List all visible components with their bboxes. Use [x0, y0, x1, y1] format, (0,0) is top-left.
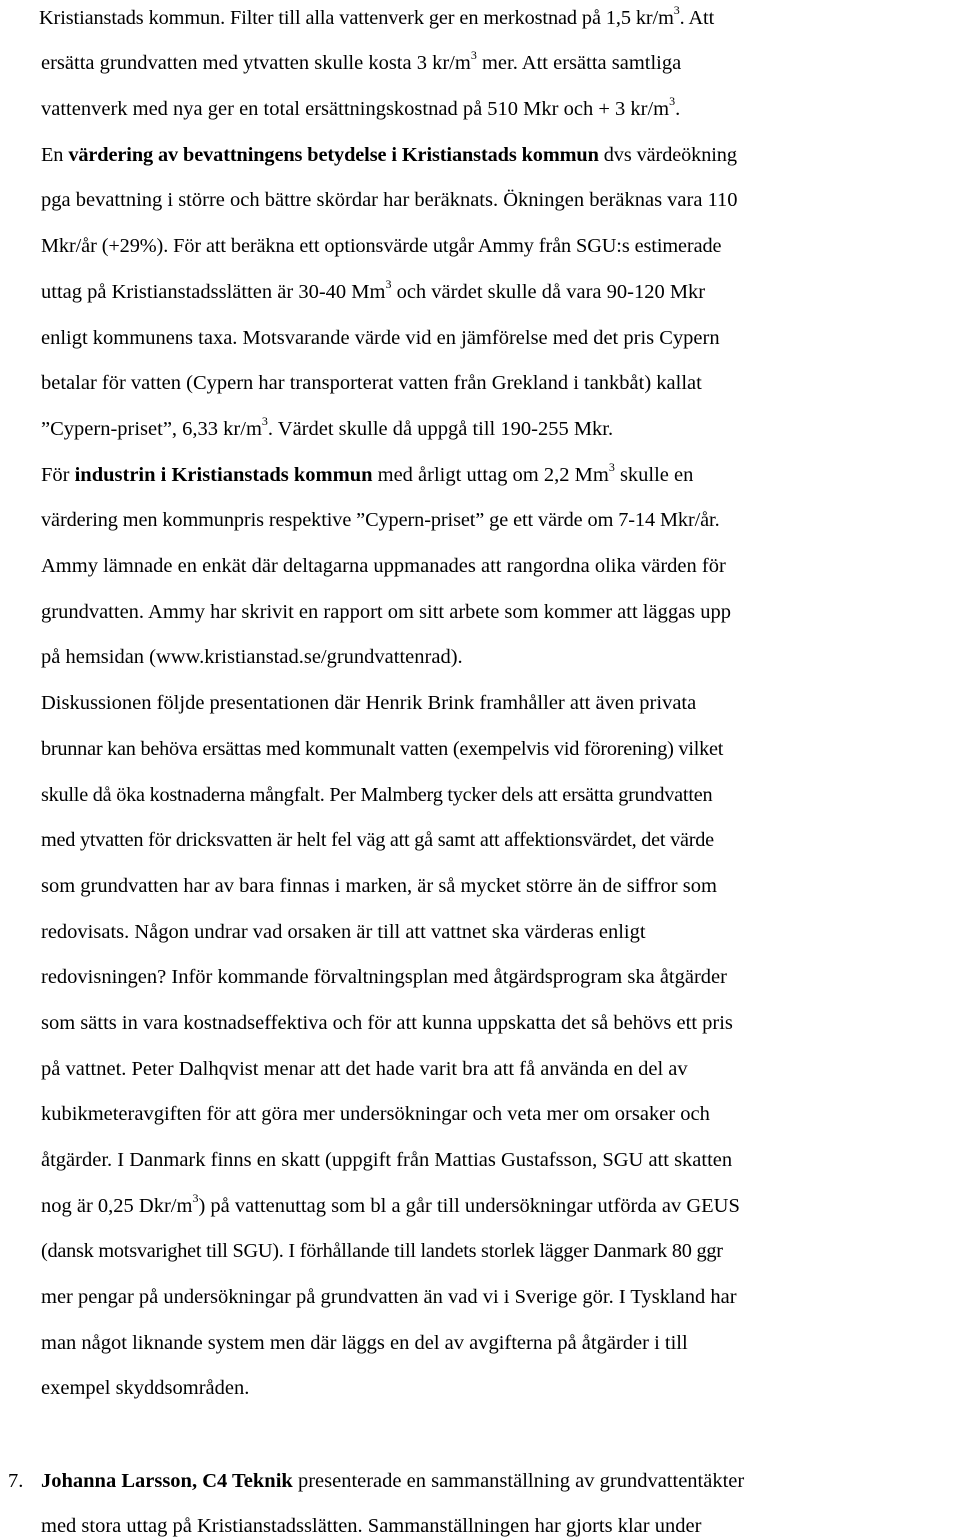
text-line: För industrin i Kristianstads kommun med årligt uttag om 2,2 Mm$^3$ skulle en [41, 460, 694, 486]
text-line: mer pengar på undersökningar på grundvatten än vad vi i Sverige gör. I Tyskland har [41, 1286, 737, 1308]
text-line: grundvatten. Ammy har skrivit en rapport om sitt arbete som kommer att läggas upp [41, 601, 732, 623]
text-line: pga bevattning i större och bättre skördar har beräknats. Ökningen beräknas vara 110 [41, 189, 738, 211]
text-line: En värdering av bevattningens betydelse i Kristianstads kommun dvs värdeökning [41, 144, 737, 166]
presenter-name: Johanna Larsson, C4 Teknik [41, 1470, 293, 1492]
text-line: ersätta grundvatten med ytvatten skulle kosta 3 $kr/m^3$ mer. Att ersätta samtliga [41, 48, 682, 74]
text-line: uttag på Kristianstadsslätten är 30-40 Mm$^3$ och värdet skulle då vara 90-120 Mkr [41, 277, 706, 303]
text-line: vattenverk med nya ger en total ersättningskostnad på 510 Mkr och + 3 $kr/m^3$. [41, 94, 681, 120]
text-line: som grundvatten har av bara finnas i marken, är så mycket större än de siffror som [41, 875, 717, 897]
text-line: Ammy lämnade en enkät där deltagarna uppmanades att rangordna olika värden för [41, 555, 726, 577]
text-line: man något liknande system men där läggs en del av avgifterna på åtgärder i till [41, 1332, 688, 1354]
list-item-number: 7. [8, 1470, 24, 1492]
text-line: ”Cypern-priset”, 6,33 $kr/m^3$. Värdet skulle då uppgå till 190-255 Mkr. [41, 414, 614, 440]
text-line: redovisningen? Inför kommande förvaltningsplan med åtgärdsprogram ska åtgärder [41, 966, 727, 988]
text-line: Diskussionen följde presentationen där Henrik Brink framhåller att även privata [41, 692, 697, 714]
homepage-link-text: på hemsidan (www.kristianstad.se/grundvattenrad). [41, 646, 463, 668]
text-line: Johanna Larsson, C4 Teknik presenterade en sammanställning av grundvattentäkter [41, 1470, 745, 1492]
text-line: (dansk motsvarighet till SGU). I förhållande till landets storlek lägger Danmark 80 ggr [41, 1240, 723, 1262]
text-line: med stora uttag på Kristianstadsslätten. Sammanställningen har gjorts klar under [41, 1515, 702, 1537]
text-line: nog är 0,25 Dkr/$m^3$) på vattenuttag som bl a går till undersökningar utförda av GEUS [41, 1191, 740, 1217]
text-line: redovisats. Någon undrar vad orsaken är till att vattnet ska värderas enligt [41, 921, 646, 943]
text-line: åtgärder. I Danmark finns en skatt (uppgift från Mattias Gustafsson, SGU att skatten [41, 1149, 733, 1171]
text-line: kubikmeteravgiften för att göra mer undersökningar och veta mer om orsaker och [41, 1103, 710, 1125]
text-line: brunnar kan behöva ersättas med kommunalt vatten (exempelvis vid förorening) vilket [41, 738, 724, 760]
text-line: Kristianstads kommun. Filter till alla vattenverk ger en merkostnad på 1,5 $kr/m^3$. Att [39, 3, 715, 29]
text-line: exempel skyddsområden. [41, 1377, 250, 1399]
text-line: med ytvatten för dricksvatten är helt fel väg att gå samt att affektionsvärdet, det värde [41, 829, 714, 851]
text-line: betalar för vatten (Cypern har transporterat vatten från Grekland i tankbåt) kallat [41, 372, 702, 394]
text-line: på vattnet. Peter Dalhqvist menar att det hade varit bra att få använda en del av [41, 1058, 688, 1080]
text-line: värdering men kommunpris respektive ”Cypern-priset” ge ett värde om 7-14 Mkr/år. [41, 509, 720, 531]
text-line: som sätts in vara kostnadseffektiva och för att kunna uppskatta det så behövs ett pris [41, 1012, 733, 1034]
text-line: Mkr/år (+29%). För att beräkna ett optionsvärde utgår Ammy från SGU:s estimerade [41, 235, 722, 257]
text-line [41, 643, 463, 671]
text-line: skulle då öka kostnaderna mångfalt. Per Malmberg tycker dels att ersätta grundvatten [41, 784, 713, 806]
text-line: enligt kommunens taxa. Motsvarande värde vid en jämförelse med det pris Cypern [41, 327, 720, 349]
